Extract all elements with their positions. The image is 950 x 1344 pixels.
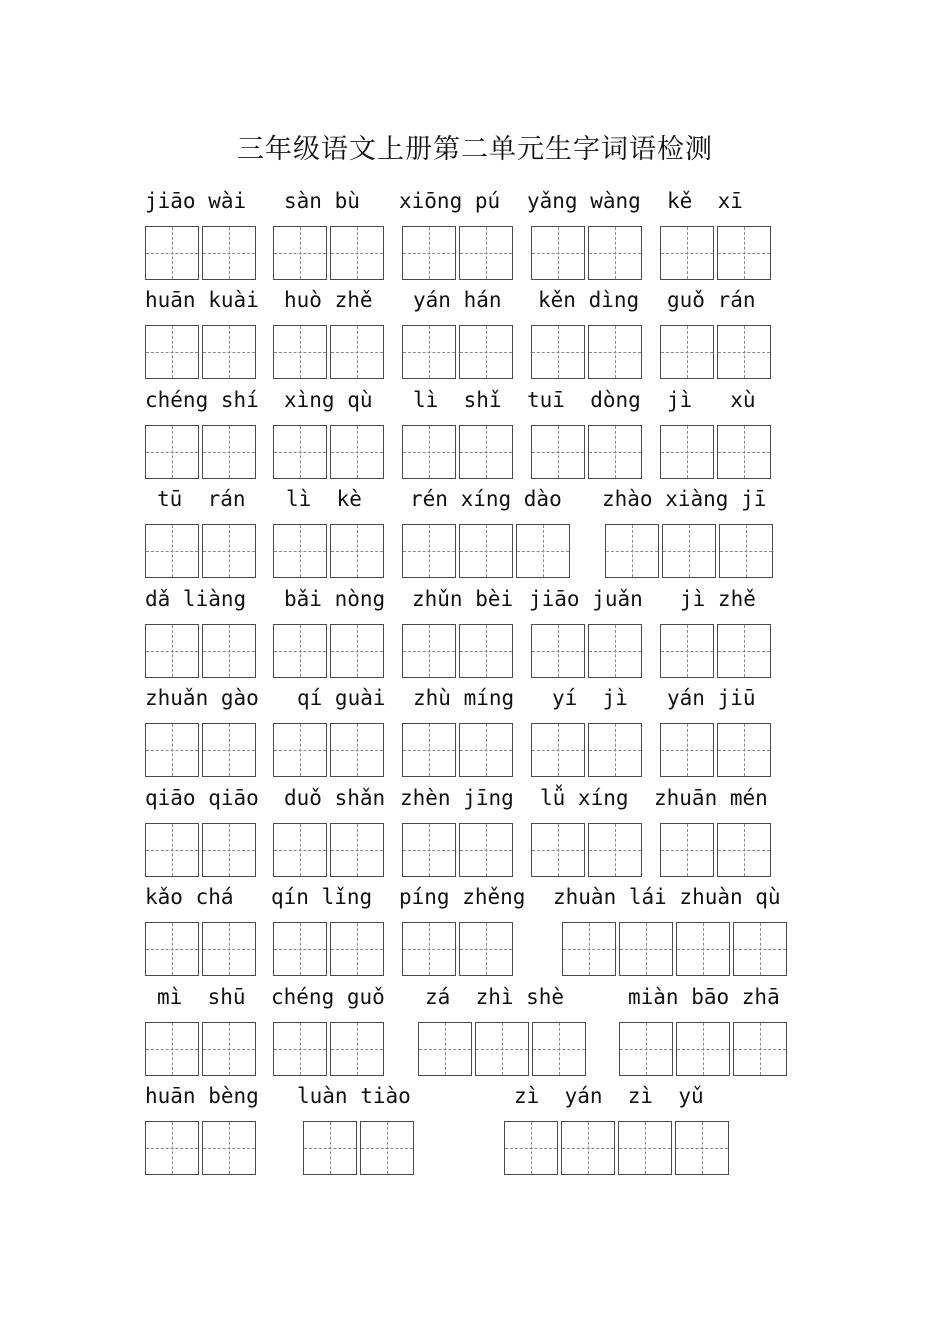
writing-grid-cell[interactable] xyxy=(145,524,199,578)
writing-grid-cell[interactable] xyxy=(531,325,585,379)
pinyin-prompt: xiōng pú xyxy=(399,189,501,213)
writing-grid-cell[interactable] xyxy=(717,226,771,280)
pinyin-prompt: sàn bù xyxy=(284,189,360,213)
writing-grid-cell[interactable] xyxy=(459,624,513,678)
writing-grid-cell[interactable] xyxy=(459,922,513,976)
pinyin-prompt: zhèn jīng xyxy=(400,786,514,810)
writing-grid-cell[interactable] xyxy=(717,325,771,379)
writing-grid-cell[interactable] xyxy=(145,226,199,280)
writing-grid-cell[interactable] xyxy=(588,624,642,678)
writing-grid-cell[interactable] xyxy=(717,823,771,877)
pinyin-prompt: duǒ shǎn xyxy=(284,786,386,810)
writing-grid-cell[interactable] xyxy=(402,723,456,777)
writing-grid-cell[interactable] xyxy=(717,723,771,777)
writing-grid-cell[interactable] xyxy=(675,1121,729,1175)
writing-grid-cell[interactable] xyxy=(145,723,199,777)
pinyin-prompt: qí guài xyxy=(297,686,386,710)
pinyin-prompt: jiāo wài xyxy=(145,189,247,213)
writing-grid-cell[interactable] xyxy=(531,624,585,678)
pinyin-prompt: kě xī xyxy=(667,189,743,213)
writing-grid-cell[interactable] xyxy=(202,723,256,777)
writing-grid-cell[interactable] xyxy=(676,1022,730,1076)
pinyin-prompt: dǎ liàng xyxy=(145,587,247,611)
writing-grid-cell[interactable] xyxy=(402,524,456,578)
writing-grid-cell[interactable] xyxy=(717,624,771,678)
writing-grid-cell[interactable] xyxy=(202,325,256,379)
pinyin-prompt: zhuǎn gào xyxy=(145,686,259,710)
writing-grid-cell[interactable] xyxy=(145,624,199,678)
page-title: 三年级语文上册第二单元生字词语检测 xyxy=(237,134,713,165)
writing-grid-cell[interactable] xyxy=(273,624,327,678)
pinyin-prompt: qiāo qiāo xyxy=(145,786,259,810)
writing-grid-cell[interactable] xyxy=(402,325,456,379)
writing-grid-cell[interactable] xyxy=(459,325,513,379)
writing-grid-cell[interactable] xyxy=(588,226,642,280)
writing-grid-cell[interactable] xyxy=(202,1022,256,1076)
writing-grid-cell[interactable] xyxy=(733,1022,787,1076)
pinyin-prompt: zì yán zì yǔ xyxy=(514,1084,704,1108)
writing-grid-cell[interactable] xyxy=(475,1022,529,1076)
writing-grid-cell[interactable] xyxy=(330,325,384,379)
pinyin-prompt: zhuàn lái zhuàn qù xyxy=(553,885,781,909)
writing-grid-cell[interactable] xyxy=(619,1022,673,1076)
writing-grid-cell[interactable] xyxy=(273,922,327,976)
writing-grid-cell[interactable] xyxy=(273,325,327,379)
writing-grid-cell[interactable] xyxy=(660,723,714,777)
writing-grid-cell[interactable] xyxy=(202,922,256,976)
pinyin-prompt: jiāo juǎn xyxy=(529,587,643,611)
pinyin-prompt: chéng shí xyxy=(145,388,259,412)
writing-grid-cell[interactable] xyxy=(330,922,384,976)
writing-grid-cell[interactable] xyxy=(588,325,642,379)
writing-grid-cell[interactable] xyxy=(202,425,256,479)
writing-grid-cell[interactable] xyxy=(532,1022,586,1076)
writing-grid-cell[interactable] xyxy=(330,1022,384,1076)
writing-grid-cell[interactable] xyxy=(273,723,327,777)
writing-grid-cell[interactable] xyxy=(717,425,771,479)
writing-grid-cell[interactable] xyxy=(402,624,456,678)
pinyin-prompt: zhào xiàng jī xyxy=(602,487,767,511)
writing-grid-cell[interactable] xyxy=(145,325,199,379)
writing-grid-cell[interactable] xyxy=(660,624,714,678)
writing-grid-cell[interactable] xyxy=(145,1121,199,1175)
writing-grid-cell[interactable] xyxy=(459,226,513,280)
writing-grid-cell[interactable] xyxy=(402,823,456,877)
pinyin-prompt: zhǔn bèi xyxy=(412,587,514,611)
writing-grid-cell[interactable] xyxy=(273,823,327,877)
writing-grid-cell[interactable] xyxy=(273,524,327,578)
writing-grid-cell[interactable] xyxy=(662,524,716,578)
pinyin-prompt: zá zhì shè xyxy=(425,985,565,1009)
writing-grid-cell[interactable] xyxy=(202,1121,256,1175)
writing-grid-cell[interactable] xyxy=(605,524,659,578)
writing-grid-cell[interactable] xyxy=(531,823,585,877)
writing-grid-cell[interactable] xyxy=(330,723,384,777)
writing-grid-cell[interactable] xyxy=(588,425,642,479)
writing-grid-cell[interactable] xyxy=(618,1121,672,1175)
writing-grid-cell[interactable] xyxy=(402,226,456,280)
writing-grid-cell[interactable] xyxy=(330,524,384,578)
writing-grid-cell[interactable] xyxy=(273,425,327,479)
writing-grid-cell[interactable] xyxy=(619,922,673,976)
pinyin-prompt: yán jiū xyxy=(667,686,756,710)
writing-grid-cell[interactable] xyxy=(202,524,256,578)
pinyin-prompt: guǒ rán xyxy=(667,288,756,312)
writing-grid-cell[interactable] xyxy=(516,524,570,578)
writing-grid-cell[interactable] xyxy=(459,823,513,877)
writing-grid-cell[interactable] xyxy=(202,226,256,280)
writing-grid-cell[interactable] xyxy=(719,524,773,578)
pinyin-prompt: bǎi nòng xyxy=(284,587,386,611)
writing-grid-cell[interactable] xyxy=(273,226,327,280)
writing-grid-cell[interactable] xyxy=(303,1121,357,1175)
pinyin-prompt: lì shǐ xyxy=(413,388,502,412)
pinyin-prompt: huān bèng xyxy=(145,1084,259,1108)
pinyin-prompt: yí jì xyxy=(552,686,628,710)
pinyin-prompt: luàn tiào xyxy=(297,1084,411,1108)
writing-grid-cell[interactable] xyxy=(145,922,199,976)
writing-grid-cell[interactable] xyxy=(531,226,585,280)
writing-grid-cell[interactable] xyxy=(145,425,199,479)
writing-grid-cell[interactable] xyxy=(660,823,714,877)
writing-grid-cell[interactable] xyxy=(273,1022,327,1076)
pinyin-prompt: huò zhě xyxy=(284,288,373,312)
pinyin-prompt: xìng qù xyxy=(284,388,373,412)
pinyin-prompt: zhù míng xyxy=(413,686,515,710)
pinyin-prompt: píng zhěng xyxy=(399,885,526,909)
pinyin-prompt: qín lǐng xyxy=(271,885,373,909)
writing-grid-cell[interactable] xyxy=(459,524,513,578)
writing-grid-cell[interactable] xyxy=(330,226,384,280)
writing-grid-cell[interactable] xyxy=(330,425,384,479)
pinyin-prompt: yǎng wàng xyxy=(527,189,641,213)
writing-grid-cell[interactable] xyxy=(588,823,642,877)
writing-grid-cell[interactable] xyxy=(145,823,199,877)
pinyin-prompt: lì kè xyxy=(286,487,362,511)
writing-grid-cell[interactable] xyxy=(531,425,585,479)
pinyin-prompt: chéng guǒ xyxy=(271,985,385,1009)
writing-grid-cell[interactable] xyxy=(402,922,456,976)
pinyin-prompt: tuī dòng xyxy=(527,388,641,412)
writing-grid-cell[interactable] xyxy=(145,1022,199,1076)
pinyin-prompt: jì zhě xyxy=(680,587,756,611)
writing-grid-cell[interactable] xyxy=(418,1022,472,1076)
pinyin-prompt: huān kuài xyxy=(145,288,259,312)
writing-grid-cell[interactable] xyxy=(360,1121,414,1175)
writing-grid-cell[interactable] xyxy=(660,226,714,280)
pinyin-prompt: mì shū xyxy=(157,985,246,1009)
pinyin-prompt: jì xù xyxy=(667,388,756,412)
writing-grid-cell[interactable] xyxy=(676,922,730,976)
writing-grid-cell[interactable] xyxy=(459,425,513,479)
writing-grid-cell[interactable] xyxy=(562,922,616,976)
writing-grid-cell[interactable] xyxy=(459,723,513,777)
pinyin-prompt: lǚ xíng xyxy=(540,786,629,810)
writing-grid-cell[interactable] xyxy=(202,823,256,877)
pinyin-prompt: yán hán xyxy=(413,288,502,312)
writing-grid-cell[interactable] xyxy=(660,325,714,379)
pinyin-prompt: miàn bāo zhā xyxy=(628,985,780,1009)
pinyin-prompt: tū rán xyxy=(157,487,246,511)
writing-grid-cell[interactable] xyxy=(531,723,585,777)
writing-grid-cell[interactable] xyxy=(504,1121,558,1175)
writing-grid-cell[interactable] xyxy=(660,425,714,479)
pinyin-prompt: kǎo chá xyxy=(145,885,234,909)
pinyin-prompt: kěn dìng xyxy=(538,288,640,312)
pinyin-prompt: rén xíng dào xyxy=(410,487,562,511)
writing-grid-cell[interactable] xyxy=(402,425,456,479)
writing-grid-cell[interactable] xyxy=(561,1121,615,1175)
writing-grid-cell[interactable] xyxy=(330,624,384,678)
writing-grid-cell[interactable] xyxy=(330,823,384,877)
pinyin-prompt: zhuān mén xyxy=(654,786,768,810)
writing-grid-cell[interactable] xyxy=(588,723,642,777)
writing-grid-cell[interactable] xyxy=(733,922,787,976)
writing-grid-cell[interactable] xyxy=(202,624,256,678)
